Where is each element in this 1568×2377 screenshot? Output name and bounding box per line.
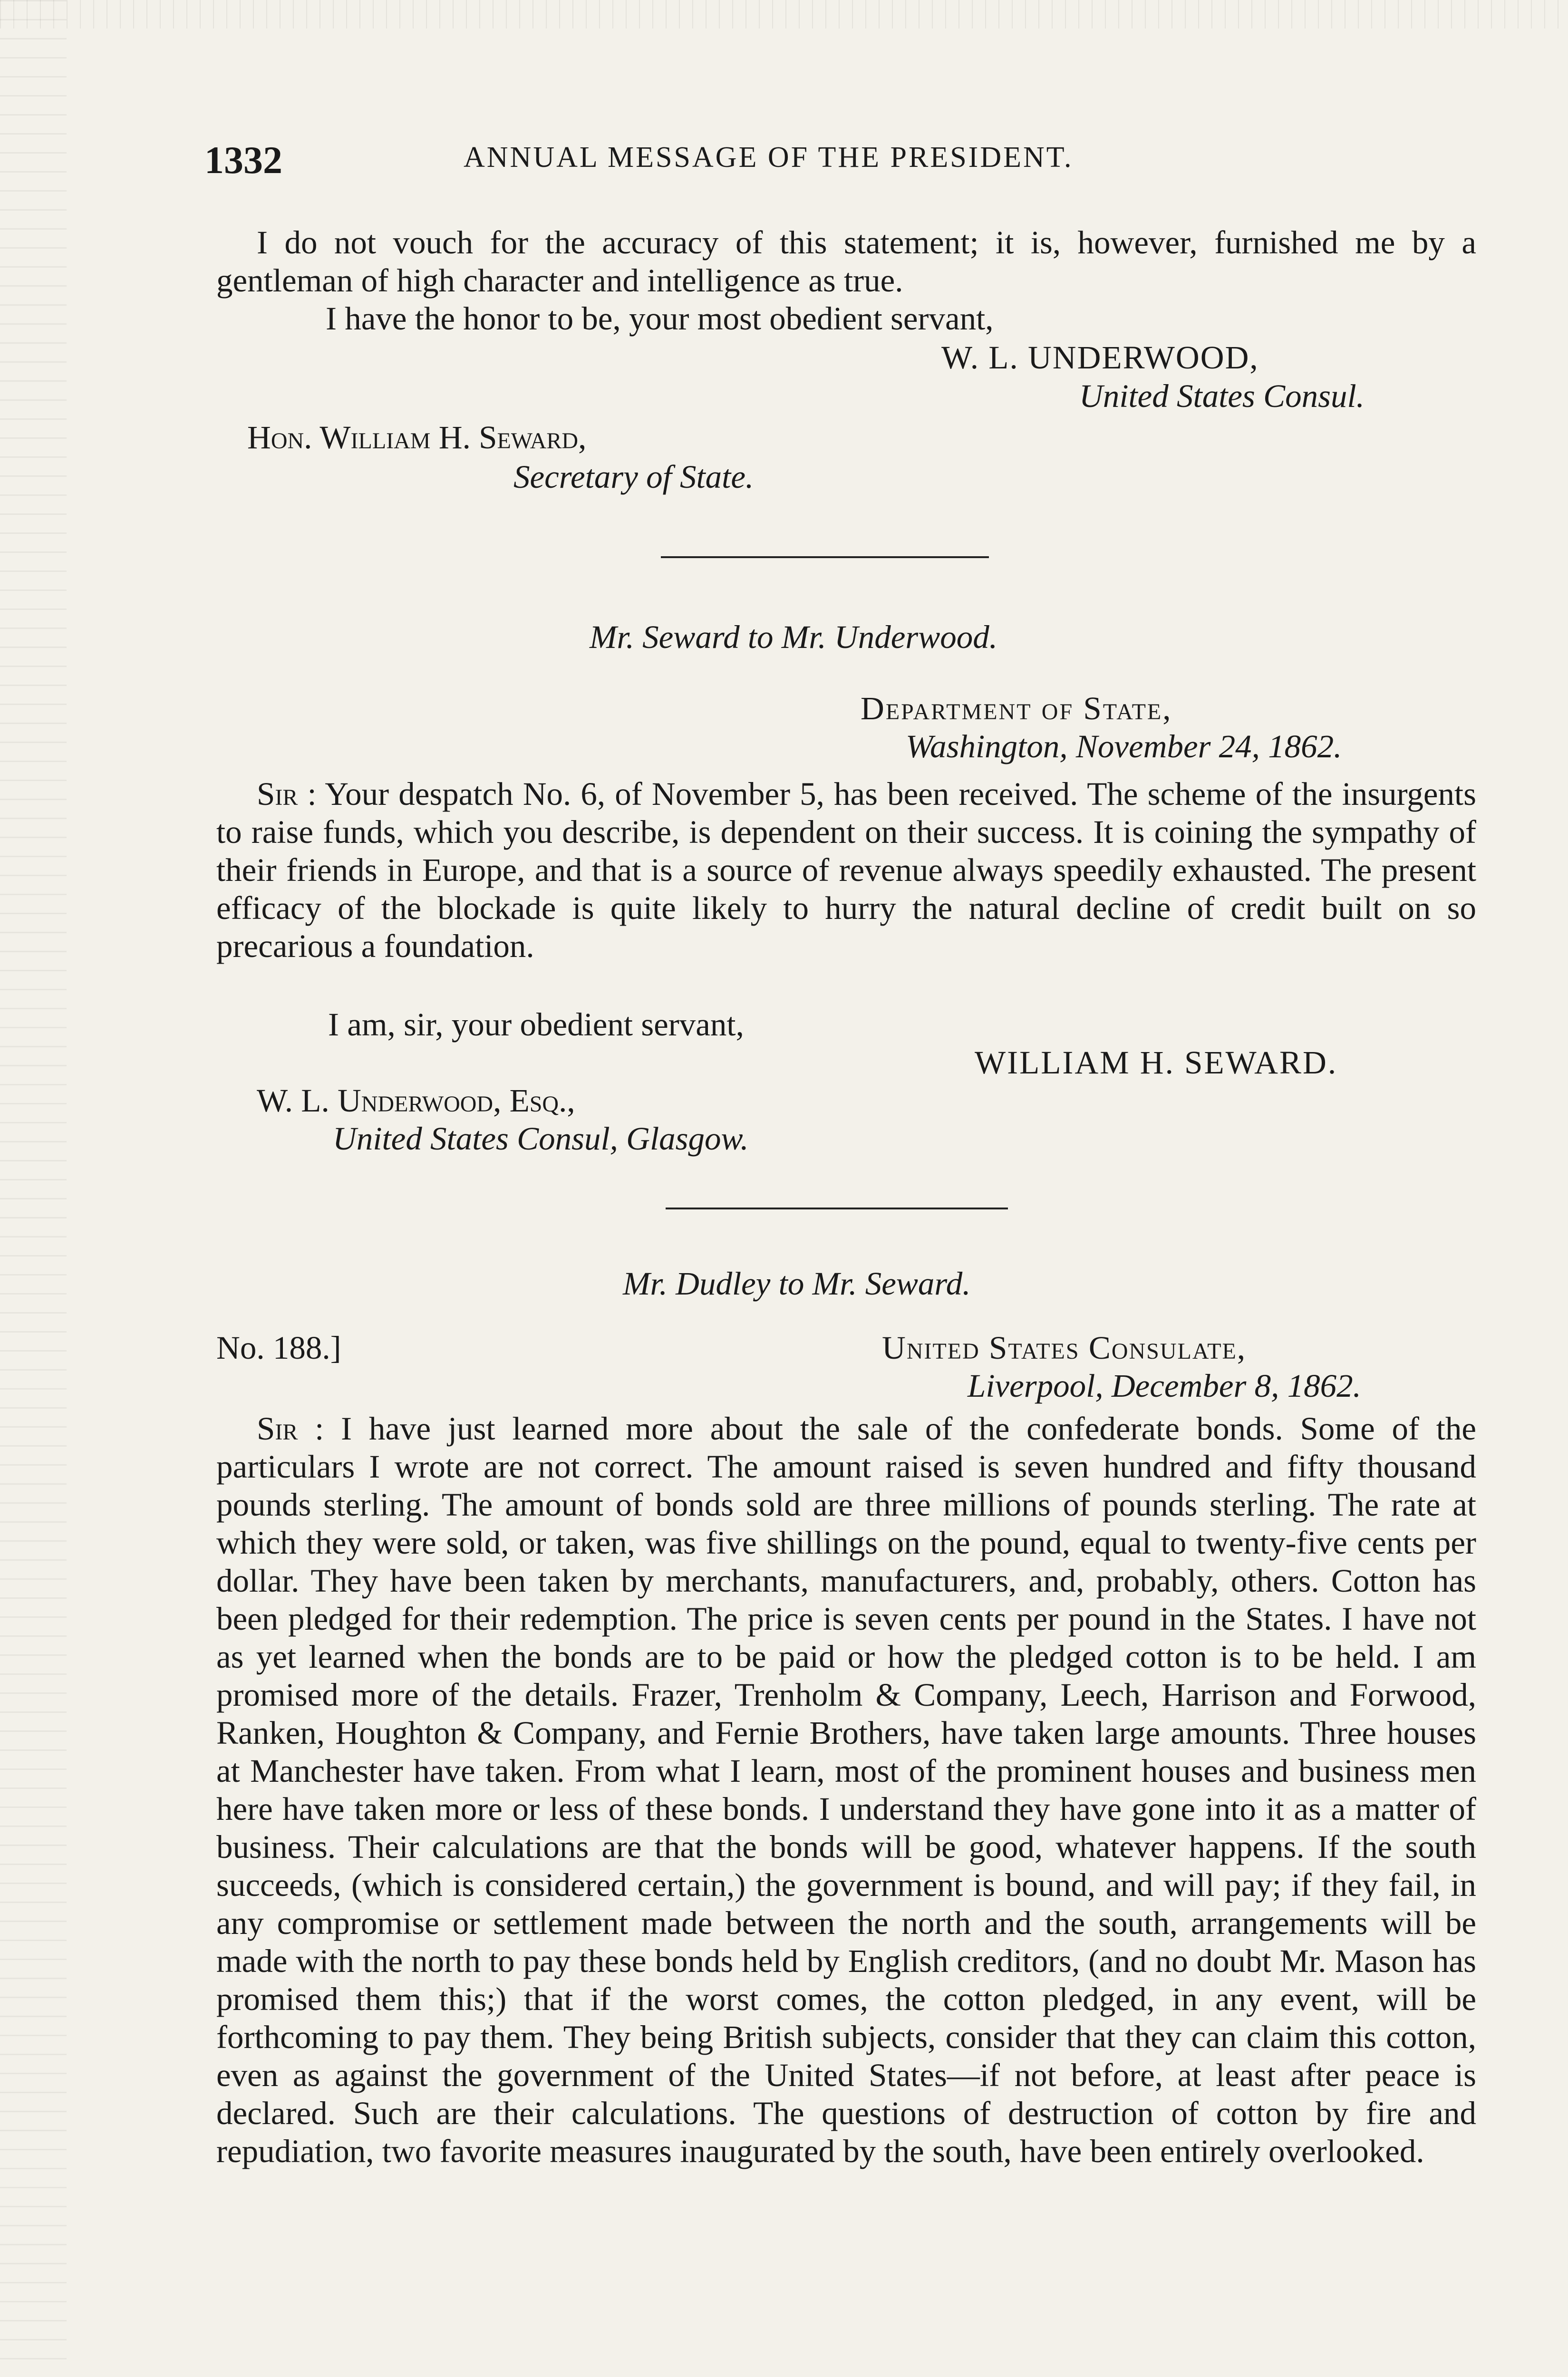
letter3-heading: Mr. Dudley to Mr. Seward. (623, 1266, 971, 1302)
section-divider (666, 1208, 1008, 1209)
letter1-recipient-name: Hon. William H. Seward, (247, 419, 587, 455)
letter3-body: Sir : I have just learned more about the sale of the confederate bonds. Some of the particulars I wrote are not correct. The amount raised is seven hundred and fifty thousand pounds sterling. The amount of bonds sold are three millions of pounds sterling. The rate at which they were sold, or taken, was five shillings on the pound, equal to twenty-five cents per dollar. They have been taken by merchants, manufacturers, and, probably, others. Cotton has been pledged for their redemption. The price is seven cents per pound in the States. I have not as yet learned when the bonds are to be paid or how the pledged cotton is to be held. I am promised more of the details. Frazer, Trenholm & Company, Leech, Harrison and Forwood, Ranken, Houghton & Company, and Fernie Brothers, have taken large amounts. Three houses at Manchester have taken. From what I learn, most of the prominent houses and business men here have taken more or less of these bonds. I understand they have gone into it as a matter of business. Their calculations are that the bonds will be good, whatever happens. If the south succeeds, (which is considered certain,) the government is bound, and will pay; if they fail, in any compromise or settlement made between the north and the south, arrangements will be made with the north to pay these bonds held by English creditors, (and no doubt Mr. Mason has promised them this;) that if the worst comes, the cotton pledged, in any event, will be forthcoming to pay them. They being British subjects, consider that they can claim this cotton, even as against the government of the United States—if not before, at least after peace is declared. Such are their calculations. The questions of destruction of cotton by fire and repudiation, two favorite measures inaugurated by the south, have been entirely overlooked. (216, 1411, 1476, 2169)
letter1-signature: W. L. UNDERWOOD, (941, 339, 1259, 376)
letter2-heading: Mr. Seward to Mr. Underwood. (590, 619, 998, 655)
letter2-department: Department of State, (861, 690, 1172, 726)
letter3-place-date: Liverpool, December 8, 1862. (968, 1368, 1361, 1404)
letter3-office: United States Consulate, (882, 1330, 1247, 1366)
letter3-salutation: Sir : (257, 1411, 324, 1447)
letter2-salutation: Sir : (257, 776, 317, 812)
letter1-closing: I have the honor to be, your most obedient servant, (326, 300, 994, 337)
letter1-body: I do not vouch for the accuracy of this statement; it is, however, furnished me by a gentleman of high character and intelligence as true. (216, 224, 1476, 299)
section-divider (661, 556, 989, 558)
letter3-number: No. 188.] (216, 1330, 341, 1366)
page-title: ANNUAL MESSAGE OF THE PRESIDENT. (464, 141, 1074, 174)
running-header (204, 138, 1074, 183)
scan-noise-edge (0, 0, 67, 2377)
letter2-signature: WILLIAM H. SEWARD. (975, 1044, 1338, 1081)
letter1-signature-title: United States Consul. (1079, 378, 1365, 414)
letter2-place-date: Washington, November 24, 1862. (906, 728, 1342, 764)
letter2-recipient-title: United States Consul, Glasgow. (333, 1121, 749, 1157)
letter2-body: Sir : Your despatch No. 6, of November 5, has been received. The scheme of the insurgents to raise funds, which you describe, is dependent on their success. It is coining the sympathy of their friends in Europe, and that is a source of revenue always speedily exhausted. The present efficacy of the blockade is quite likely to hurry the natural decline of credit built on so precarious a foundation. (216, 776, 1476, 964)
page-number: 1332 (204, 138, 282, 182)
scan-noise-top (0, 0, 1568, 29)
letter1-recipient-title: Secretary of State. (513, 459, 754, 495)
letter2-recipient-name: W. L. Underwood, Esq., (257, 1082, 575, 1119)
letter2-closing: I am, sir, your obedient servant, (328, 1006, 744, 1043)
